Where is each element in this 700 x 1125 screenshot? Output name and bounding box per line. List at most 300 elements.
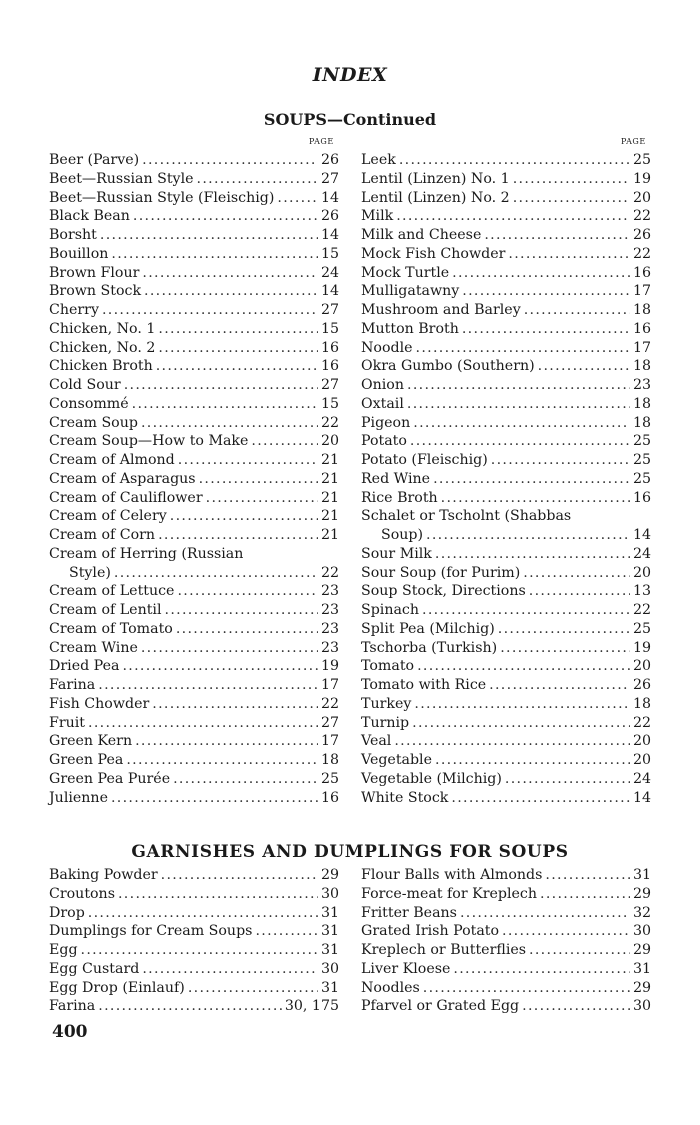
dot-leader [435,545,630,564]
entry-page: 22 [632,714,651,731]
dot-leader [505,770,630,789]
entry-name-continuation: Soup) [381,527,424,543]
dot-leader [173,770,318,789]
entry-page: 21 [320,470,339,487]
dot-leader [206,489,318,508]
entry-name: Tomato [361,658,415,675]
index-entry [49,770,339,789]
entry-name: Milk [361,208,394,225]
entry-name: White Stock [361,789,449,806]
entry-page: 31 [632,960,651,977]
dot-leader [88,714,318,733]
entry-page: 31 [320,904,339,921]
index-entry [49,432,339,451]
entry-page: 16 [320,789,339,806]
entry-name: Green Pea Purée [49,770,171,787]
entry-name: Cream Wine [49,639,138,656]
entry-page: 20 [632,189,651,206]
soups-index-right-column [361,151,651,807]
dot-leader [277,189,318,208]
index-entry [49,789,339,808]
dot-leader [407,395,630,414]
dot-leader [529,941,630,960]
entry-page: 30 [320,960,339,977]
index-entry [361,639,651,658]
entry-name: Fish Chowder [49,695,150,712]
entry-page: 21 [320,489,339,506]
entry-name: Dumplings for Cream Soups [49,923,253,940]
entry-name: Cherry [49,302,99,318]
entry-name: Farina [49,998,96,1015]
entry-name: Cream of Herring (Russian [49,545,244,562]
entry-page: 22 [632,602,651,618]
dot-leader [523,564,630,583]
dot-leader [165,601,318,620]
index-entry [361,564,651,583]
dot-leader [417,657,630,676]
entry-name: Beer (Parve) [49,152,140,168]
index-entry-continuation [49,564,339,583]
entry-page: 17 [632,339,651,356]
entry-name: Brown Stock [49,283,142,300]
index-entry [361,866,651,885]
dot-leader [410,432,630,451]
entry-name: Beet—Russian Style [49,170,194,187]
dot-leader [141,639,318,658]
dot-leader [426,526,630,545]
dot-leader [491,451,630,470]
entry-name: Cream of Lettuce [49,583,175,600]
entry-name: Sour Milk [361,545,432,562]
index-entry [361,885,651,904]
entry-name: Consommé [49,395,129,412]
index-entry [361,676,651,695]
entry-page: 27 [320,377,339,393]
entry-page: 20 [632,733,651,750]
index-entry [49,339,339,358]
dot-leader [394,732,630,751]
entry-name: Chicken, No. 2 [49,339,156,356]
index-entry [49,207,339,226]
entry-page: 25 [320,770,339,787]
entry-page: 29 [632,942,651,958]
page-column-label-left: PAGE [309,137,334,146]
entry-name: Onion [361,377,404,393]
index-entry [49,395,339,414]
index-entry [361,601,651,620]
entry-name: Force-meat for Kreplech [361,885,538,902]
index-entry [49,885,339,904]
entry-page: 29 [632,979,651,996]
dot-leader [500,639,630,658]
dot-leader [489,676,630,695]
entry-name: Sour Soup (for Purim) [361,564,521,581]
index-entry [361,207,651,226]
entry-name: Pigeon [361,414,411,431]
entry-page: 18 [632,414,651,431]
entry-name: Egg [49,942,78,958]
dot-leader [88,904,318,923]
dot-leader [100,226,318,245]
entry-page: 20 [632,752,651,768]
entry-page: 21 [320,527,339,543]
entry-page: 27 [320,302,339,318]
dot-leader [422,601,630,620]
index-entry [361,320,651,339]
index-entry [361,432,651,451]
dot-leader [152,695,318,714]
entry-name: Vegetable (Milchig) [361,770,502,787]
entry-page: 30 [320,885,339,902]
entry-name: Chicken Broth [49,358,153,375]
index-entry [49,941,339,960]
index-entry [361,732,651,751]
dot-leader [412,714,630,733]
index-entry [361,189,651,208]
entry-page: 14 [320,283,339,300]
index-entry [49,676,339,695]
entry-page: 16 [632,264,651,281]
entry-page: 27 [320,714,339,731]
dot-leader [502,922,630,941]
dot-leader [124,376,318,395]
entry-page: 23 [320,639,339,656]
entry-page: 31 [632,867,651,883]
index-entry [49,866,339,885]
index-entry [361,904,651,923]
entry-page: 20 [632,658,651,675]
index-entry [361,997,651,1016]
entry-name: Mock Turtle [361,264,450,281]
dot-leader [251,432,318,451]
dot-leader [141,414,318,433]
index-entry [361,395,651,414]
index-entry [49,997,339,1016]
dot-leader [142,960,318,979]
index-entry [49,695,339,714]
entry-name: Tomato with Rice [361,677,487,693]
entry-name: Mushroom and Barley [361,302,521,318]
garnishes-index-right-column [361,866,651,1016]
entry-page: 25 [632,470,651,487]
dot-leader [407,376,630,395]
entry-name: Pfarvel or Grated Egg [361,998,520,1015]
entry-page: 16 [632,489,651,506]
entry-page: 17 [632,283,651,300]
section-title-garnishes: GARNISHES AND DUMPLINGS FOR SOUPS [131,842,569,862]
entry-name: Cream of Asparagus [49,470,196,487]
dot-leader [513,170,630,189]
dot-leader [135,732,318,751]
entry-name: Cream Soup—How to Make [49,433,249,450]
index-entry [49,357,339,376]
entry-name: Beet—Russian Style (Fleischig) [49,189,275,206]
index-entry [361,414,651,433]
entry-name: Cream of Almond [49,452,175,468]
dot-leader [462,282,630,301]
entry-name: Mock Fish Chowder [361,245,506,262]
dot-leader [158,526,318,545]
entry-name: Lentil (Linzen) No. 1 [361,170,510,187]
entry-page: 17 [320,677,339,693]
entry-name: Noodle [361,339,413,356]
index-entry [361,489,651,508]
entry-name: Turnip [361,714,410,731]
entry-name: Green Pea [49,752,124,768]
index-entry [361,979,651,998]
entry-name: Liver Kloese [361,960,451,977]
dot-leader [178,451,318,470]
entry-name: Egg Drop (Einlauf) [49,979,185,996]
entry-page: 16 [320,339,339,356]
entry-name: Grated Irish Potato [361,923,500,940]
index-entry [49,376,339,395]
index-entry [49,639,339,658]
index-entry [49,226,339,245]
entry-page: 24 [632,545,651,562]
dot-leader [508,245,630,264]
dot-leader [98,997,282,1016]
index-entry [49,414,339,433]
entry-name: Brown Flour [49,264,140,281]
dot-leader [156,357,318,376]
index-entry [361,582,651,601]
index-entry [49,526,339,545]
dot-leader [161,866,318,885]
entry-name-continuation: Style) [69,564,111,581]
entry-page: 21 [320,508,339,525]
dot-leader [414,695,630,714]
dot-leader [114,564,318,583]
entry-name: Vegetable [361,752,432,768]
index-entry [49,282,339,301]
dot-leader [396,207,630,226]
entry-name: Schalet or Tscholnt (Shabbas [361,508,572,525]
index-entry [361,376,651,395]
dot-leader [144,282,318,301]
index-entry [361,451,651,470]
index-entry [361,960,651,979]
entry-page: 25 [632,620,651,637]
index-entry [361,282,651,301]
dot-leader [177,582,317,601]
index-entry [49,751,339,770]
dot-leader [538,357,630,376]
entry-page: 18 [632,358,651,375]
entry-name: Oxtail [361,395,404,412]
dot-leader [545,866,630,885]
entry-page: 22 [632,245,651,262]
entry-page: 23 [632,377,651,393]
entry-page: 15 [320,320,339,337]
index-entry [49,320,339,339]
entry-page: 14 [320,189,339,206]
entry-name: Baking Powder [49,867,158,883]
entry-page: 14 [320,227,339,243]
soups-index-left-column [49,151,339,807]
page-column-label-right: PAGE [621,137,646,146]
index-entry [361,226,651,245]
entry-page: 24 [320,264,339,281]
entry-page: 22 [632,208,651,225]
entry-name: Green Kern [49,733,133,750]
entry-page: 23 [320,602,339,618]
entry-page: 22 [320,564,339,581]
entry-page: 18 [320,752,339,768]
index-entry [361,770,651,789]
dot-leader [98,676,318,695]
entry-name: Spinach [361,602,420,618]
entry-page: 19 [632,639,651,656]
entry-page: 26 [632,677,651,693]
entry-name: Egg Custard [49,960,140,977]
dot-leader [451,789,630,808]
entry-name: Cream of Corn [49,527,156,543]
entry-page: 26 [320,208,339,225]
entry-name: Rice Broth [361,489,438,506]
entry-page: 22 [320,695,339,712]
dot-leader [255,922,318,941]
index-entry [361,301,651,320]
entry-page: 31 [320,923,339,940]
index-entry [49,545,339,564]
index-entry [361,470,651,489]
entry-name: Cold Sour [49,377,121,393]
dot-leader [435,751,630,770]
entry-name: Milk and Cheese [361,227,482,243]
index-entry [49,151,339,170]
page-title: INDEX [312,64,388,86]
entry-page: 26 [632,227,651,243]
index-entry [49,620,339,639]
entry-name: Julienne [49,789,108,806]
index-entry [49,189,339,208]
index-entry [49,657,339,676]
entry-name: Flour Balls with Almonds [361,867,543,883]
entry-name: Mutton Broth [361,320,459,337]
entry-page: 20 [320,433,339,450]
entry-page: 24 [632,770,651,787]
entry-page: 23 [320,583,339,600]
index-entry [49,170,339,189]
index-entry [49,960,339,979]
garnishes-index-left-column [49,866,339,1016]
entry-name: Turkey [361,695,412,712]
entry-page: 23 [320,620,339,637]
index-entry [49,451,339,470]
entry-page: 31 [320,942,339,958]
entry-page: 29 [320,867,339,883]
entry-page: 13 [632,583,651,600]
index-entry [361,507,651,526]
dot-leader [524,301,630,320]
entry-name: Fritter Beans [361,904,457,921]
index-entry [49,732,339,751]
entry-name: Farina [49,677,96,693]
entry-page: 18 [632,695,651,712]
index-entry [361,751,651,770]
entry-page: 25 [632,433,651,450]
entry-name: Veal [361,733,392,750]
index-entry [49,507,339,526]
dot-leader [462,320,630,339]
entry-page: 15 [320,245,339,262]
dot-leader [158,339,318,358]
entry-page: 27 [320,170,339,187]
entry-page: 16 [632,320,651,337]
entry-page: 30, 175 [284,998,339,1015]
entry-page: 16 [320,358,339,375]
entry-page: 30 [632,998,651,1015]
dot-leader [170,507,318,526]
dot-leader [81,941,318,960]
entry-name: Potato (Fleischig) [361,452,488,468]
entry-page: 14 [632,527,651,543]
dot-leader [102,301,318,320]
entry-name: Borsht [49,227,97,243]
index-entry [361,245,651,264]
entry-name: Kreplech or Butterflies [361,942,527,958]
index-entry [361,339,651,358]
entry-page: 18 [632,395,651,412]
dot-leader [433,470,630,489]
dot-leader [453,960,630,979]
entry-page: 21 [320,452,339,468]
entry-name: Cream of Celery [49,508,167,525]
dot-leader [522,997,630,1016]
index-entry [49,470,339,489]
index-entry [49,582,339,601]
dot-leader [188,979,318,998]
index-entry [361,789,651,808]
entry-page: 19 [632,170,651,187]
index-entry [49,904,339,923]
entry-name: Black Bean [49,208,130,225]
entry-page: 18 [632,302,651,318]
entry-page: 14 [632,789,651,806]
dot-leader [452,264,630,283]
dot-leader [118,885,318,904]
index-entry [361,714,651,733]
entry-page: 17 [320,733,339,750]
entry-name: Potato [361,433,407,450]
entry-page: 22 [320,414,339,431]
entry-name: Noodles [361,979,420,996]
entry-name: Fruit [49,714,86,731]
dot-leader [199,470,318,489]
entry-page: 32 [632,904,651,921]
dot-leader [441,489,630,508]
dot-leader [498,620,630,639]
dot-leader [132,395,318,414]
index-entry [361,657,651,676]
entry-name: Tschorba (Turkish) [361,639,498,656]
page-number: 400 [52,1022,88,1042]
dot-leader [413,414,630,433]
dot-leader [142,264,318,283]
entry-name: Split Pea (Milchig) [361,620,495,637]
entry-name: Drop [49,904,85,921]
dot-leader [529,582,630,601]
dot-leader [111,789,318,808]
entry-page: 19 [320,658,339,675]
dot-leader [416,339,630,358]
entry-name: Cream Soup [49,414,138,431]
entry-name: Chicken, No. 1 [49,320,156,337]
entry-name: Cream of Cauliflower [49,489,203,506]
entry-name: Okra Gumbo (Southern) [361,358,535,375]
index-entry [49,264,339,283]
